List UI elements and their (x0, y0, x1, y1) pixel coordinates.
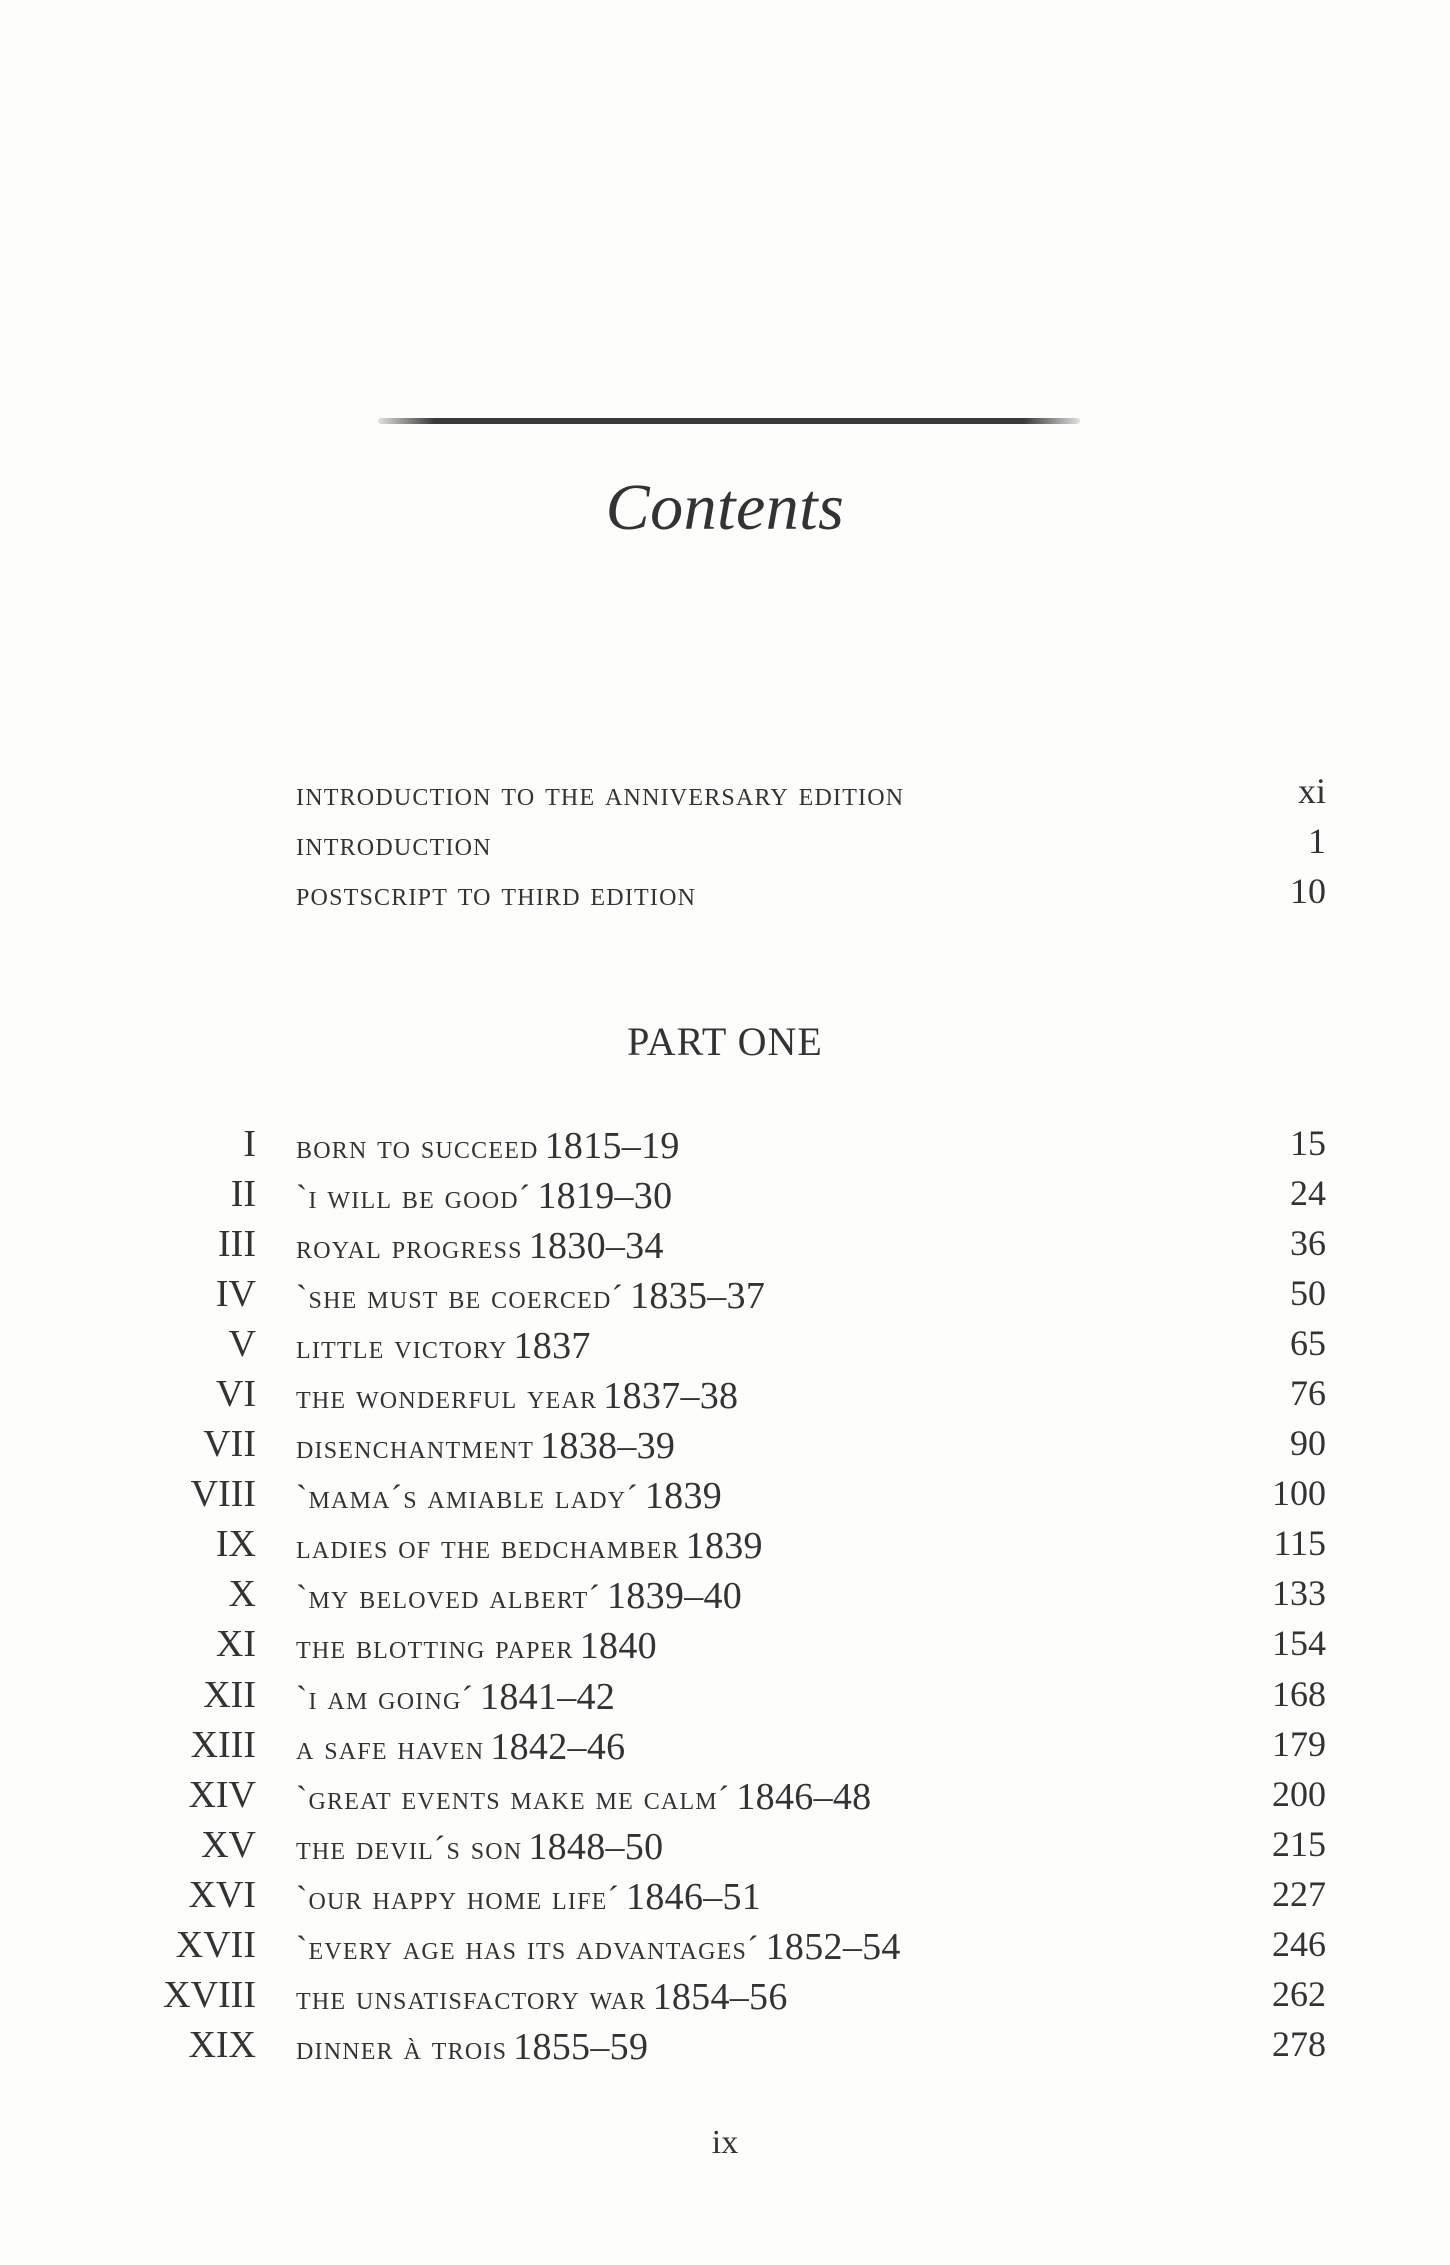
chapter-page-number: 168 (1272, 1673, 1326, 1714)
chapter-number: X (228, 1573, 256, 1616)
chapter-page-number: 246 (1272, 1923, 1326, 1964)
chapter-page-number: 200 (1272, 1773, 1326, 1814)
chapter-title: the wonderful year (296, 1379, 598, 1417)
chapter-page-number: 24 (1290, 1173, 1326, 1214)
chapter-number: XVI (188, 1873, 256, 1916)
chapter-years: 1846–51 (626, 1875, 762, 1918)
chapter-page-number: 154 (1272, 1623, 1326, 1664)
chapter-years: 1837 (513, 1325, 591, 1368)
chapter-number: VIII (190, 1473, 256, 1516)
chapter-title: dinner à trois (296, 2029, 508, 2067)
chapter-number: XIX (188, 2023, 256, 2066)
chapter-years: 1855–59 (513, 2025, 649, 2068)
chapter-title: `i am going´ (296, 1679, 475, 1717)
page-folio: ix (711, 2124, 739, 2161)
chapter-entry[interactable] (140, 2023, 1326, 2073)
front-matter-list (296, 770, 1326, 920)
entry-page-number: 1 (1308, 821, 1326, 861)
chapter-title: little victory (296, 1329, 508, 1367)
page-title: Contents (605, 471, 845, 544)
chapter-number: IX (215, 1523, 256, 1566)
entry-label: introduction to the anniversary edition (296, 776, 905, 813)
chapter-number: II (230, 1173, 256, 1216)
chapter-title: `every age has its advantages´ (296, 1929, 760, 1967)
chapter-years: 1840 (579, 1625, 657, 1668)
chapter-title: `i will be good´ (296, 1179, 532, 1217)
chapter-number: VI (215, 1373, 256, 1416)
chapter-years: 1837–38 (603, 1375, 739, 1418)
chapter-years: 1839 (644, 1475, 723, 1518)
chapter-title: ladies of the bedchamber (296, 1529, 680, 1567)
chapter-entry[interactable] (140, 1673, 1326, 1723)
chapter-years: 1841–42 (480, 1675, 616, 1718)
chapter-page-number: 115 (1273, 1523, 1326, 1564)
chapter-entry[interactable] (140, 1272, 1326, 1322)
chapter-entry[interactable] (140, 1172, 1326, 1222)
chapter-number: IV (215, 1273, 256, 1316)
chapter-page-number: 76 (1290, 1373, 1326, 1414)
chapter-entry[interactable] (140, 1923, 1326, 1973)
chapter-entry[interactable] (140, 1372, 1326, 1422)
chapter-entry[interactable] (140, 1773, 1326, 1823)
chapter-entry[interactable] (140, 1873, 1326, 1923)
front-matter-entry[interactable] (296, 820, 1326, 870)
chapter-number: XVIII (163, 1973, 256, 2016)
chapter-title: `great events make me calm´ (296, 1779, 731, 1817)
chapter-years: 1830–34 (528, 1225, 664, 1268)
chapter-number: III (218, 1223, 256, 1266)
chapter-title: disenchantment (296, 1429, 535, 1467)
chapter-number: XIV (188, 1773, 256, 1816)
chapter-title: `our happy home life´ (296, 1879, 621, 1917)
entry-label: introduction (296, 826, 492, 863)
chapter-entry[interactable] (140, 1723, 1326, 1773)
chapter-years: 1815–19 (544, 1125, 680, 1167)
chapter-page-number: 100 (1272, 1473, 1326, 1514)
chapter-number: V (228, 1323, 256, 1366)
chapter-years: 1848–50 (528, 1825, 664, 1868)
chapter-title: the unsatisfactory war (296, 1979, 647, 2017)
chapter-title: the devil´s son (296, 1829, 523, 1867)
chapter-title: `mama´s amiable lady´ (296, 1479, 639, 1517)
chapter-years: 1852–54 (765, 1925, 901, 1968)
entry-label: postscript to third edition (296, 876, 697, 913)
chapter-years: 1839 (685, 1525, 763, 1568)
part-heading: PART ONE (627, 1019, 823, 1064)
chapter-years: 1854–56 (652, 1975, 788, 2018)
chapter-entry[interactable] (140, 1522, 1326, 1572)
chapter-title: `my beloved albert´ (296, 1579, 601, 1617)
chapter-page-number: 15 (1290, 1123, 1326, 1163)
chapter-entry[interactable] (140, 1572, 1326, 1622)
chapter-entry[interactable] (140, 1422, 1326, 1472)
chapter-entry[interactable] (140, 1823, 1326, 1873)
chapter-page-number: 215 (1272, 1823, 1326, 1864)
chapter-title: a safe haven (296, 1729, 485, 1767)
chapter-years: 1835–37 (630, 1275, 766, 1318)
chapter-page-number: 36 (1290, 1223, 1326, 1264)
chapter-page-number: 65 (1290, 1323, 1326, 1364)
chapter-page-number: 133 (1272, 1573, 1326, 1614)
chapter-entry[interactable] (140, 1122, 1326, 1172)
chapter-years: 1819–30 (537, 1175, 673, 1218)
chapter-page-number: 90 (1290, 1423, 1326, 1464)
chapter-title: born to succeed (296, 1129, 539, 1166)
chapter-page-number: 179 (1272, 1723, 1326, 1764)
chapter-list (140, 1122, 1326, 2073)
chapter-page-number: 262 (1272, 1973, 1326, 2014)
front-matter-entry[interactable] (296, 770, 1326, 820)
chapter-years: 1842–46 (490, 1725, 626, 1768)
front-matter-entry[interactable] (296, 870, 1326, 920)
chapter-entry[interactable] (140, 1973, 1326, 2023)
chapter-number: XVII (175, 1923, 256, 1966)
chapter-number: I (243, 1123, 256, 1165)
chapter-years: 1838–39 (540, 1425, 676, 1468)
chapter-page-number: 278 (1272, 2023, 1326, 2064)
title-rule (378, 418, 1080, 424)
chapter-years: 1839–40 (607, 1575, 743, 1618)
chapter-number: VII (203, 1423, 256, 1466)
chapter-number: XI (215, 1623, 256, 1666)
chapter-title: royal progress (296, 1229, 523, 1267)
chapter-number: XII (203, 1673, 256, 1716)
chapter-number: XIII (190, 1723, 256, 1766)
chapter-title: `she must be coerced´ (296, 1279, 625, 1317)
chapter-page-number: 50 (1290, 1273, 1326, 1314)
chapter-entry[interactable] (140, 1622, 1326, 1672)
chapter-page-number: 227 (1272, 1873, 1326, 1914)
chapter-entry[interactable] (140, 1322, 1326, 1372)
chapter-entry[interactable] (140, 1472, 1326, 1522)
chapter-title: the blotting paper (296, 1629, 574, 1667)
chapter-number: XV (201, 1823, 256, 1866)
entry-page-number: xi (1297, 771, 1326, 811)
chapter-entry[interactable] (140, 1222, 1326, 1272)
entry-page-number: 10 (1290, 871, 1326, 911)
chapter-years: 1846–48 (736, 1775, 872, 1818)
